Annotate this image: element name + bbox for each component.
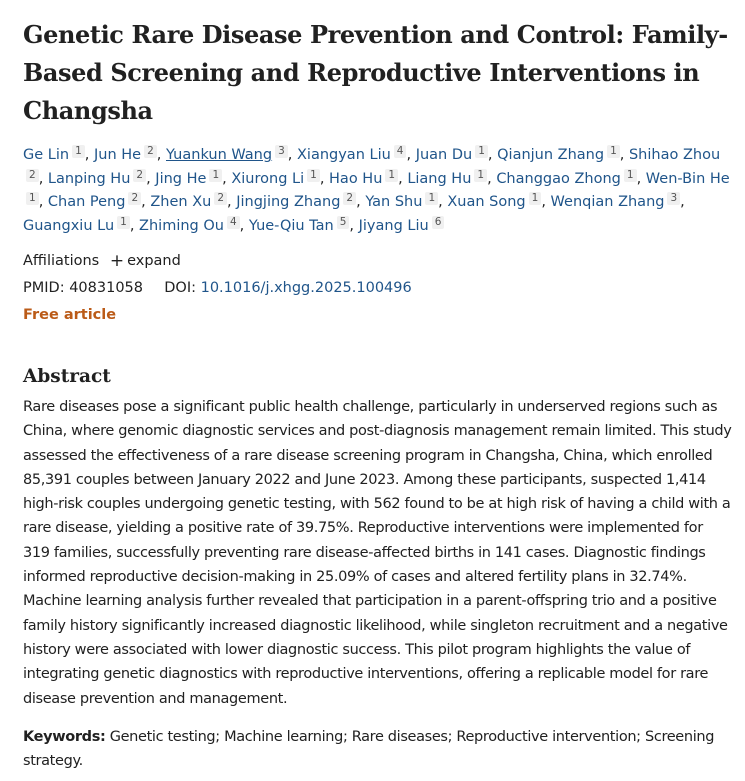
author: Jingjing Zhang $^2$ , [236,192,366,210]
affiliation-number[interactable]: 1 [607,145,620,158]
affiliation-number[interactable]: 1 [209,169,222,182]
author-link[interactable]: Hao Hu [329,170,383,187]
affiliation-number[interactable]: 3 [275,145,288,158]
author-link[interactable]: Jingjing Zhang [236,194,341,210]
author: Lanping Hu $^2$ , [47,168,156,187]
author-link[interactable]: Guangxiu Lu [23,217,115,234]
author: Shihao Zhou$^2$ , [23,147,720,187]
author: Jing He $^1$ , [155,168,232,187]
keywords-label: Keywords: [23,728,106,745]
author-link[interactable]: Xuan Song [447,194,526,210]
author-link[interactable]: Yan Shu [365,194,423,210]
author: Ge Lin $^1$ , [23,145,94,163]
author-list [23,144,733,238]
author: Xiangyan Liu $^4$ , [296,145,416,163]
affiliation-number[interactable]: 6 [432,216,445,229]
author-link[interactable]: Wen-Bin He [645,170,730,187]
affiliation-number[interactable]: 1 [425,192,438,205]
affiliation-number[interactable]: 1 [72,145,85,158]
doi-label: DOI: [164,280,196,296]
author-link[interactable]: Ge Lin [23,147,70,163]
free-article-badge: Free article [23,307,117,323]
author-link[interactable]: Jun He [93,147,142,163]
author [358,215,445,234]
author: Zhiming Ou $^4$ , [139,215,249,234]
keywords-text: Genetic testing; Machine learning; Rare diseases; Reproductive intervention; Screening strategy. [23,728,715,770]
affiliation-number[interactable]: 2 [128,192,141,205]
author-link[interactable]: Jiyang Liu [358,217,429,234]
affiliation-number[interactable]: 1 [529,192,542,205]
free-article-row [23,302,733,329]
author: Xiurong Li $^1$ , [231,168,330,187]
author: Jun He $^2$ , [93,145,166,163]
expand-label: expand [127,253,181,269]
article-meta [23,248,733,329]
author: Yue-Qiu Tan $^5$ , [248,215,359,234]
author: Yan Shu $^1$ , [365,192,448,210]
affiliation-number[interactable]: 2 [214,192,227,205]
affiliation-number[interactable]: 2 [144,145,157,158]
author: Zhen Xu $^2$ , [150,192,237,210]
author-link[interactable]: Qianjun Zhang [497,147,605,163]
author: Wenqian Zhang $^3$ , [550,192,685,210]
affiliation-number[interactable]: 1 [117,216,130,229]
pmid-value: 40831058 [69,280,144,296]
author: Hao Hu $^1$ , [329,168,408,187]
author: Wen-Bin He$^1$ , [23,171,730,211]
author-link[interactable]: Zhen Xu [150,194,212,210]
author-link[interactable]: Zhiming Ou [139,217,224,234]
affiliation-number[interactable]: 2 [343,192,356,205]
author-link[interactable]: Xiurong Li [231,170,305,187]
affiliation-number[interactable]: 5 [337,216,350,229]
author: Guangxiu Lu $^1$ , [23,215,140,234]
author-link[interactable]: Wenqian Zhang [550,194,665,210]
author-link[interactable]: Changgao Zhong [496,170,621,187]
affiliation-number[interactable]: 4 [227,216,240,229]
affiliation-number[interactable]: 3 [667,192,680,205]
author-link[interactable]: Lanping Hu [47,170,131,187]
keywords [23,725,733,774]
abstract-text: Rare diseases pose a significant public health challenge, particularly in underserved regions such as China, where genomic diagnostic services and post-diagnosis management remain limited. This study assessed the effectiveness of a rare disease screening program in Changsha, China, which enrolled 85,391 couples between January 2022 and June 2023. Among these participants, suspected 1,414 high-risk couples undergoing genetic testing, with 562 found to be at high risk of having a child with a rare disease, yielding a positive rate of 39.75%. Reproductive interventions were implemented for 319 families, successfully preventing rare disease-affected births in 141 cases. Diagnostic findings informed reproductive decision-making in 25.09% of cases and altered fertility plans in 32.74%. Machine learning analysis further revealed that participation in a parent-offspring trio and a positive family history significantly increased diagnostic likelihood, while singleton recruitment and a negative history were associated with lower diagnostic success. This pilot program highlights the value of integrating genetic diagnostics with reproductive interventions, offering a replicable model for rare disease prevention and management. [23,399,732,707]
affiliation-number[interactable]: 1 [26,192,39,205]
author-link[interactable]: Chan Peng [47,194,126,210]
affiliation-number[interactable]: 4 [394,145,407,158]
plus-icon: + [109,251,125,271]
affiliation-number[interactable]: 1 [474,169,487,182]
affiliation-number[interactable]: 1 [307,169,320,182]
author: Xuan Song $^1$ , [447,192,551,210]
author-link[interactable]: Liang Hu [407,170,472,187]
article-title: Genetic Rare Disease Prevention and Control: Family-Based Screening and Reproductive Interventions in Changsha [23,20,728,125]
affiliation-number[interactable]: 2 [133,169,146,182]
author-link[interactable]: Xiangyan Liu [296,147,391,163]
author: Chan Peng $^2$ , [47,192,151,210]
author: Juan Du $^1$ , [415,145,498,163]
author-link[interactable]: Shihao Zhou [628,147,721,163]
affiliation-number[interactable]: 1 [475,145,488,158]
author: Qianjun Zhang $^1$ , [497,145,629,163]
affiliations-row [23,248,733,275]
author-link[interactable]: Yuankun Wang [165,147,273,163]
affiliation-number[interactable]: 1 [385,169,398,182]
author-link[interactable]: Yue-Qiu Tan [248,217,334,234]
doi-link[interactable]: 10.1016/j.xhgg.2025.100496 [200,280,412,296]
affiliations-label: Affiliations [23,253,100,269]
abstract-heading: Abstract [23,366,111,387]
identifiers-row [23,275,733,302]
author: Liang Hu $^1$ , [407,168,497,187]
author: Changgao Zhong $^1$ , [496,168,646,187]
author: Yuankun Wang $^3$ , [165,145,297,163]
author-link[interactable]: Jing He [155,170,207,187]
affiliations-expand-button[interactable] [110,253,181,269]
author-link[interactable]: Juan Du [415,147,473,163]
affiliation-number[interactable]: 1 [624,169,637,182]
affiliation-number[interactable]: 2 [26,169,39,182]
pmid-label: PMID: [23,280,65,296]
